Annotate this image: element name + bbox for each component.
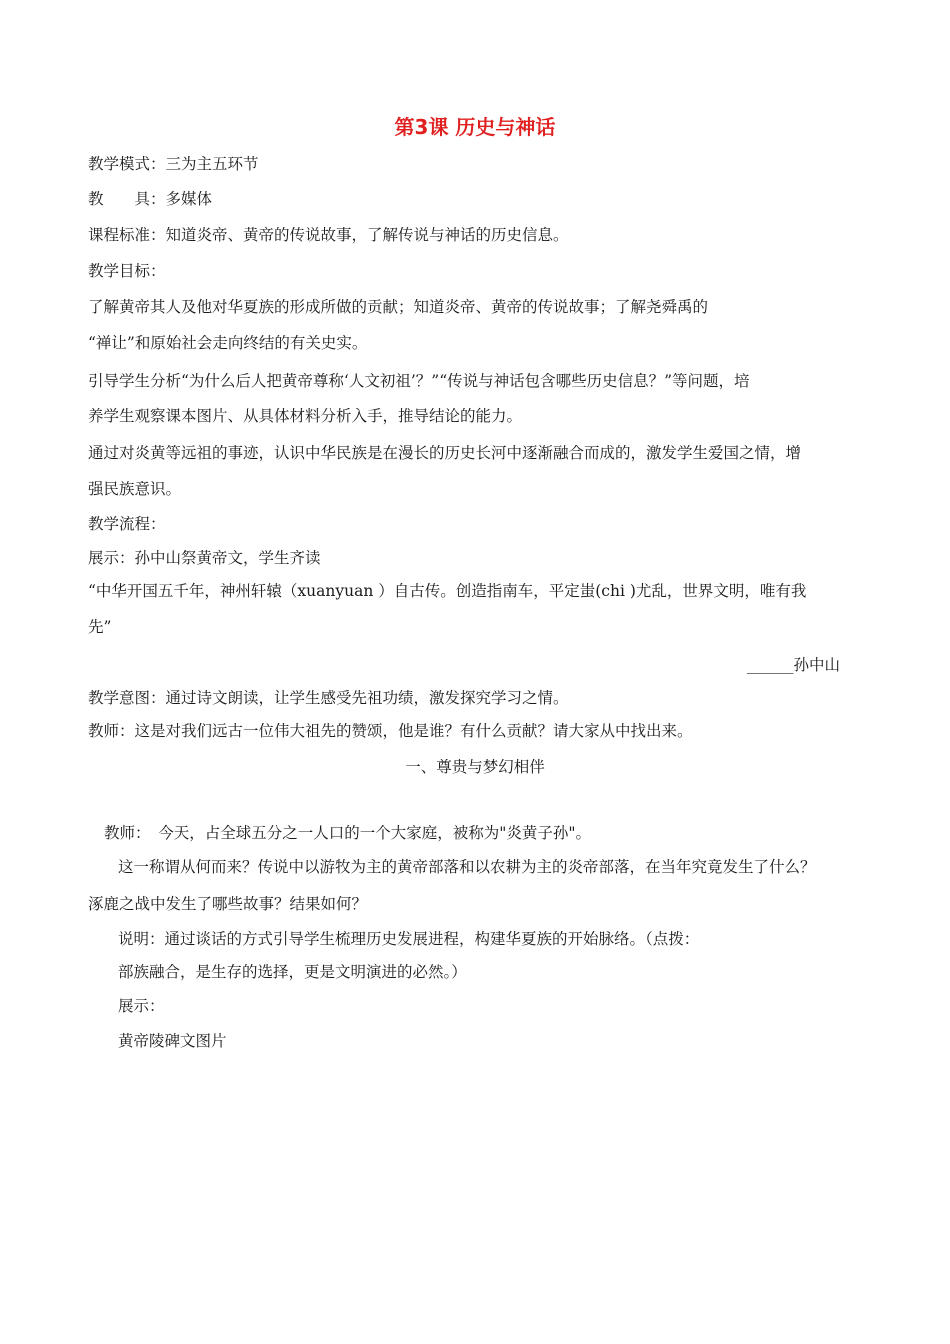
goal-2-line-2: 养学生观察课本图片、从具体材料分析入手，推导结论的能力。 xyxy=(88,407,523,425)
note-line-1: 说明：通过谈话的方式引导学生梳理历史发展进程，构建华夏族的开始脉络。（点拨： xyxy=(118,930,700,948)
show-label: 展示： xyxy=(118,997,165,1015)
section-heading: 一、尊贵与梦幻相伴 xyxy=(405,758,545,776)
goal-1-line-2: “禅让”和原始社会走向终结的有关史实。 xyxy=(88,334,368,352)
question-line-2: 涿鹿之战中发生了哪些故事？结果如何？ xyxy=(88,895,368,913)
goals-label: 教学目标： xyxy=(88,262,166,280)
teaching-tools: 教 具：多媒体 xyxy=(88,190,213,208)
lesson-title: 第3课 历史与神话 xyxy=(394,115,556,139)
show-sun-zhongshan: 展示：孙中山祭黄帝文，学生齐读 xyxy=(88,549,321,567)
stele-image-caption: 黄帝陵碑文图片 xyxy=(118,1032,227,1050)
question-line-1: 这一称谓从何而来？传说中以游牧为主的黄帝部落和以农耕为主的炎帝部落，在当年究竟发生了什么？ xyxy=(118,858,816,876)
quote-signature: ______孙中山 xyxy=(746,656,840,674)
curriculum-standard: 课程标准：知道炎帝、黄帝的传说故事，了解传说与神话的历史信息。 xyxy=(88,226,569,244)
quote-line-1: “中华开国五千年，神州轩辕（xuanyuan ）自古传。创造指南车，平定蚩(chi )尤乱，世界文明，唯有我 xyxy=(88,582,807,600)
quote-line-2: 先” xyxy=(88,618,112,636)
note-line-2: 部族融合，是生存的选择，更是文明演进的必然。） xyxy=(118,963,467,981)
teacher-question: 教师：这是对我们远古一位伟大祖先的赞颂，他是谁？有什么贡献？请大家从中找出来。 xyxy=(88,722,693,740)
goal-1-line-1: 了解黄帝其人及他对华夏族的形成所做的贡献；知道炎帝、黄帝的传说故事；了解尧舜禹的 xyxy=(88,298,709,316)
teaching-intent: 教学意图：通过诗文朗读，让学生感受先祖功绩，激发探究学习之情。 xyxy=(88,689,569,707)
goal-2-line-1: 引导学生分析“为什么后人把黄帝尊称‘人文初祖’？”“传说与神话包含哪些历史信息？”等问题，培 xyxy=(88,372,750,390)
goal-3-line-1: 通过对炎黄等远祖的事迹，认识中华民族是在漫长的历史长河中逐渐融合而成的，激发学生爱国之情，增 xyxy=(88,444,802,462)
teaching-mode: 教学模式：三为主五环节 xyxy=(88,155,259,173)
flow-label: 教学流程： xyxy=(88,515,166,533)
goal-3-line-2: 强民族意识。 xyxy=(88,480,182,498)
teacher-intro: 教师： 今天，占全球五分之一人口的一个大家庭，被称为"炎黄子孙"。 xyxy=(104,824,592,842)
